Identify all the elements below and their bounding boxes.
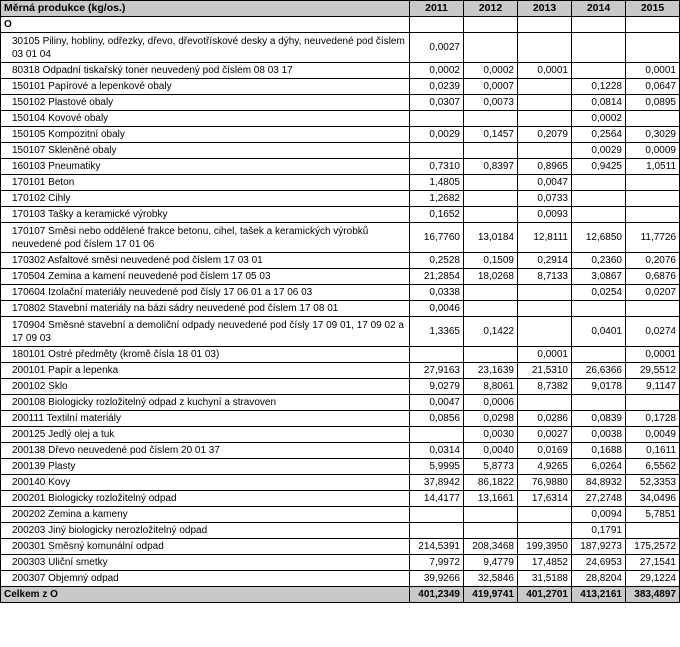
year-header: 2014 (572, 1, 626, 17)
table-row (1, 207, 680, 223)
value-cell: 0,0647 (626, 79, 680, 95)
table-row (1, 443, 680, 459)
value-cell: 0,0047 (410, 395, 464, 411)
value-cell: 0,0027 (410, 33, 464, 63)
value-cell: 0,1652 (410, 207, 464, 223)
value-cell: 27,1541 (626, 555, 680, 571)
value-cell: 0,0009 (626, 143, 680, 159)
value-cell: 84,8932 (572, 475, 626, 491)
value-cell: 0,0029 (572, 143, 626, 159)
table-row (1, 111, 680, 127)
value-cell (464, 285, 518, 301)
value-cell: 12,8111 (518, 223, 572, 253)
value-cell (464, 33, 518, 63)
value-cell: 1,3365 (410, 317, 464, 347)
table-row (1, 555, 680, 571)
value-cell (626, 523, 680, 539)
group-cell (626, 17, 680, 33)
value-cell (626, 111, 680, 127)
value-cell: 16,7760 (410, 223, 464, 253)
waste-category-name: 200301 Směsný komunální odpad (1, 539, 410, 555)
table-row (1, 363, 680, 379)
waste-category-name: 200307 Objemný odpad (1, 571, 410, 587)
table-row (1, 33, 680, 63)
group-label: O (1, 17, 410, 33)
value-cell (572, 301, 626, 317)
value-cell: 0,2360 (572, 253, 626, 269)
value-cell: 0,1791 (572, 523, 626, 539)
total-value: 413,2161 (572, 587, 626, 603)
table-row (1, 269, 680, 285)
waste-category-name: 170504 Zemina a kamení neuvedené pod číslem 17 05 03 (1, 269, 410, 285)
table-row (1, 411, 680, 427)
value-cell: 0,7310 (410, 159, 464, 175)
value-cell (518, 301, 572, 317)
value-cell: 5,8773 (464, 459, 518, 475)
value-cell: 199,3950 (518, 539, 572, 555)
value-cell (572, 191, 626, 207)
value-cell: 0,2564 (572, 127, 626, 143)
value-cell (464, 111, 518, 127)
group-cell (464, 17, 518, 33)
value-cell: 214,5391 (410, 539, 464, 555)
value-cell: 0,8397 (464, 159, 518, 175)
table-row (1, 95, 680, 111)
value-cell: 0,0001 (626, 63, 680, 79)
value-cell: 17,4852 (518, 555, 572, 571)
value-cell (518, 95, 572, 111)
value-cell (572, 175, 626, 191)
table-row (1, 571, 680, 587)
value-cell (572, 207, 626, 223)
waste-category-name: 170102 Cihly (1, 191, 410, 207)
value-cell (626, 301, 680, 317)
value-cell: 13,0184 (464, 223, 518, 253)
group-cell (518, 17, 572, 33)
value-cell (464, 507, 518, 523)
value-cell (464, 207, 518, 223)
value-cell: 0,1728 (626, 411, 680, 427)
value-cell (572, 33, 626, 63)
value-cell: 8,7133 (518, 269, 572, 285)
value-cell: 0,0401 (572, 317, 626, 347)
table-row (1, 253, 680, 269)
value-cell: 0,8965 (518, 159, 572, 175)
value-cell: 34,0496 (626, 491, 680, 507)
value-cell: 7,9972 (410, 555, 464, 571)
table-title: Měrná produkce (kg/os.) (1, 1, 410, 17)
value-cell: 0,0307 (410, 95, 464, 111)
header-row (1, 1, 680, 17)
value-cell: 0,6876 (626, 269, 680, 285)
total-value: 383,4897 (626, 587, 680, 603)
table-row (1, 79, 680, 95)
value-cell (518, 395, 572, 411)
value-cell: 26,6366 (572, 363, 626, 379)
value-cell: 5,9995 (410, 459, 464, 475)
value-cell: 23,1639 (464, 363, 518, 379)
value-cell (410, 523, 464, 539)
value-cell: 0,1422 (464, 317, 518, 347)
total-value: 401,2349 (410, 587, 464, 603)
value-cell: 0,0314 (410, 443, 464, 459)
value-cell (518, 79, 572, 95)
waste-category-name: 170107 Směsi nebo oddělené frakce betonu, cihel, tašek a keramických výrobků neuvedené pod číslem 17 01 06 (1, 223, 410, 253)
value-cell: 187,9273 (572, 539, 626, 555)
value-cell: 4,9265 (518, 459, 572, 475)
value-cell: 0,0094 (572, 507, 626, 523)
value-cell: 6,0264 (572, 459, 626, 475)
value-cell: 37,8942 (410, 475, 464, 491)
value-cell (464, 143, 518, 159)
value-cell (518, 285, 572, 301)
table-row (1, 347, 680, 363)
value-cell (410, 427, 464, 443)
waste-category-name: 200303 Uliční smetky (1, 555, 410, 571)
value-cell: 1,4805 (410, 175, 464, 191)
value-cell: 0,9425 (572, 159, 626, 175)
year-header: 2013 (518, 1, 572, 17)
table-row (1, 379, 680, 395)
value-cell (518, 143, 572, 159)
value-cell: 31,5188 (518, 571, 572, 587)
value-cell (572, 395, 626, 411)
table-row (1, 223, 680, 253)
value-cell: 0,2079 (518, 127, 572, 143)
value-cell: 0,0007 (464, 79, 518, 95)
value-cell: 32,5846 (464, 571, 518, 587)
table-row (1, 127, 680, 143)
value-cell (464, 347, 518, 363)
value-cell: 8,8061 (464, 379, 518, 395)
value-cell: 9,4779 (464, 555, 518, 571)
value-cell: 0,0814 (572, 95, 626, 111)
value-cell: 0,0038 (572, 427, 626, 443)
waste-category-name: 160103 Pneumatiky (1, 159, 410, 175)
year-header: 2015 (626, 1, 680, 17)
value-cell: 13,1661 (464, 491, 518, 507)
value-cell: 0,0001 (626, 347, 680, 363)
value-cell: 208,3468 (464, 539, 518, 555)
waste-category-name: 180101 Ostré předměty (kromě čísla 18 01 03) (1, 347, 410, 363)
value-cell: 0,0254 (572, 285, 626, 301)
value-cell: 0,0286 (518, 411, 572, 427)
table-row (1, 427, 680, 443)
waste-category-name: 170802 Stavební materiály na bázi sádry neuvedené pod číslem 17 08 01 (1, 301, 410, 317)
year-header: 2012 (464, 1, 518, 17)
value-cell: 0,0040 (464, 443, 518, 459)
value-cell: 0,0027 (518, 427, 572, 443)
value-cell: 0,0839 (572, 411, 626, 427)
value-cell: 29,5512 (626, 363, 680, 379)
value-cell (626, 207, 680, 223)
waste-category-name: 200125 Jedlý olej a tuk (1, 427, 410, 443)
total-row (1, 587, 680, 603)
group-cell (410, 17, 464, 33)
value-cell: 0,1509 (464, 253, 518, 269)
waste-category-name: 170904 Směsné stavební a demoliční odpady neuvedené pod čísly 17 09 01, 17 09 02 a 17 09 03 (1, 317, 410, 347)
waste-category-name: 200111 Textilní materiály (1, 411, 410, 427)
value-cell: 52,3353 (626, 475, 680, 491)
value-cell: 0,0274 (626, 317, 680, 347)
total-label: Celkem z O (1, 587, 410, 603)
waste-category-name: 150104 Kovové obaly (1, 111, 410, 127)
total-value: 419,9741 (464, 587, 518, 603)
value-cell (626, 191, 680, 207)
value-cell: 0,1611 (626, 443, 680, 459)
value-cell: 17,6314 (518, 491, 572, 507)
waste-category-name: 170604 Izolační materiály neuvedené pod čísly 17 06 01 a 17 06 03 (1, 285, 410, 301)
value-cell: 0,0239 (410, 79, 464, 95)
value-cell: 0,0733 (518, 191, 572, 207)
value-cell (518, 33, 572, 63)
table-row (1, 395, 680, 411)
value-cell: 12,6850 (572, 223, 626, 253)
table-row (1, 143, 680, 159)
waste-category-name: 150101 Papírové a lepenkové obaly (1, 79, 410, 95)
value-cell: 14,4177 (410, 491, 464, 507)
value-cell: 0,0856 (410, 411, 464, 427)
value-cell: 0,0093 (518, 207, 572, 223)
value-cell: 27,9163 (410, 363, 464, 379)
waste-category-name: 170101 Beton (1, 175, 410, 191)
table-row (1, 285, 680, 301)
value-cell (410, 347, 464, 363)
value-cell: 9,1147 (626, 379, 680, 395)
value-cell: 175,2572 (626, 539, 680, 555)
value-cell: 1,2682 (410, 191, 464, 207)
value-cell: 24,6953 (572, 555, 626, 571)
value-cell: 0,0049 (626, 427, 680, 443)
table-row (1, 539, 680, 555)
table-row (1, 507, 680, 523)
value-cell: 0,2076 (626, 253, 680, 269)
table-body (1, 17, 680, 587)
waste-category-name: 80318 Odpadní tiskařský toner neuvedený pod číslem 08 03 17 (1, 63, 410, 79)
value-cell (626, 395, 680, 411)
value-cell (518, 111, 572, 127)
value-cell: 0,1688 (572, 443, 626, 459)
value-cell: 9,0178 (572, 379, 626, 395)
waste-category-name: 150107 Skleněné obaly (1, 143, 410, 159)
value-cell: 39,9266 (410, 571, 464, 587)
value-cell: 0,0029 (410, 127, 464, 143)
waste-category-name: 200138 Dřevo neuvedené pod číslem 20 01 37 (1, 443, 410, 459)
waste-category-name: 200140 Kovy (1, 475, 410, 491)
value-cell: 21,5310 (518, 363, 572, 379)
waste-category-name: 170302 Asfaltové směsi neuvedené pod číslem 17 03 01 (1, 253, 410, 269)
table-row (1, 523, 680, 539)
value-cell: 0,0169 (518, 443, 572, 459)
table-row (1, 317, 680, 347)
value-cell: 1,0511 (626, 159, 680, 175)
value-cell: 0,0073 (464, 95, 518, 111)
table-row (1, 491, 680, 507)
value-cell: 0,0006 (464, 395, 518, 411)
value-cell: 11,7726 (626, 223, 680, 253)
waste-category-name: 200202 Zemina a kameny (1, 507, 410, 523)
value-cell: 0,0002 (572, 111, 626, 127)
value-cell (410, 143, 464, 159)
waste-category-name: 170103 Tašky a keramické výrobky (1, 207, 410, 223)
value-cell: 0,0047 (518, 175, 572, 191)
value-cell: 27,2748 (572, 491, 626, 507)
value-cell: 0,0046 (410, 301, 464, 317)
value-cell: 28,8204 (572, 571, 626, 587)
value-cell: 76,9880 (518, 475, 572, 491)
value-cell: 18,0268 (464, 269, 518, 285)
table-row (1, 159, 680, 175)
value-cell (518, 317, 572, 347)
table-row (1, 191, 680, 207)
waste-category-name: 200101 Papír a lepenka (1, 363, 410, 379)
value-cell: 0,0298 (464, 411, 518, 427)
total-value: 401,2701 (518, 587, 572, 603)
value-cell (572, 63, 626, 79)
waste-category-name: 150102 Plastové obaly (1, 95, 410, 111)
value-cell (572, 347, 626, 363)
value-cell: 0,0001 (518, 63, 572, 79)
value-cell: 0,0030 (464, 427, 518, 443)
table-row (1, 175, 680, 191)
waste-category-name: 200139 Plasty (1, 459, 410, 475)
group-row (1, 17, 680, 33)
value-cell: 0,0001 (518, 347, 572, 363)
value-cell: 3,0867 (572, 269, 626, 285)
value-cell (626, 33, 680, 63)
waste-category-name: 200201 Biologicky rozložitelný odpad (1, 491, 410, 507)
table-row (1, 475, 680, 491)
value-cell (464, 301, 518, 317)
value-cell: 0,3029 (626, 127, 680, 143)
value-cell: 21,2854 (410, 269, 464, 285)
waste-category-name: 200108 Biologicky rozložitelný odpad z kuchyní a stravoven (1, 395, 410, 411)
value-cell (518, 507, 572, 523)
waste-category-name: 150105 Kompozitní obaly (1, 127, 410, 143)
value-cell (518, 523, 572, 539)
value-cell: 0,0207 (626, 285, 680, 301)
value-cell (464, 175, 518, 191)
value-cell: 0,1228 (572, 79, 626, 95)
value-cell (410, 507, 464, 523)
value-cell: 9,0279 (410, 379, 464, 395)
value-cell: 6,5562 (626, 459, 680, 475)
value-cell (464, 191, 518, 207)
value-cell: 8,7382 (518, 379, 572, 395)
value-cell (626, 175, 680, 191)
value-cell: 0,0002 (410, 63, 464, 79)
table-row (1, 63, 680, 79)
waste-category-name: 200203 Jiný biologicky nerozložitelný odpad (1, 523, 410, 539)
value-cell: 0,1457 (464, 127, 518, 143)
value-cell: 0,2914 (518, 253, 572, 269)
waste-category-name: 200102 Sklo (1, 379, 410, 395)
value-cell: 0,2528 (410, 253, 464, 269)
value-cell: 5,7851 (626, 507, 680, 523)
value-cell: 0,0002 (464, 63, 518, 79)
value-cell: 0,0338 (410, 285, 464, 301)
waste-category-name: 30105 Piliny, hobliny, odřezky, dřevo, dřevotřískové desky a dýhy, neuvedené pod číslem 03 01 04 (1, 33, 410, 63)
table-row (1, 301, 680, 317)
year-header: 2011 (410, 1, 464, 17)
value-cell: 86,1822 (464, 475, 518, 491)
value-cell (410, 111, 464, 127)
value-cell (464, 523, 518, 539)
value-cell: 29,1224 (626, 571, 680, 587)
value-cell: 0,0895 (626, 95, 680, 111)
group-cell (572, 17, 626, 33)
table-row (1, 459, 680, 475)
